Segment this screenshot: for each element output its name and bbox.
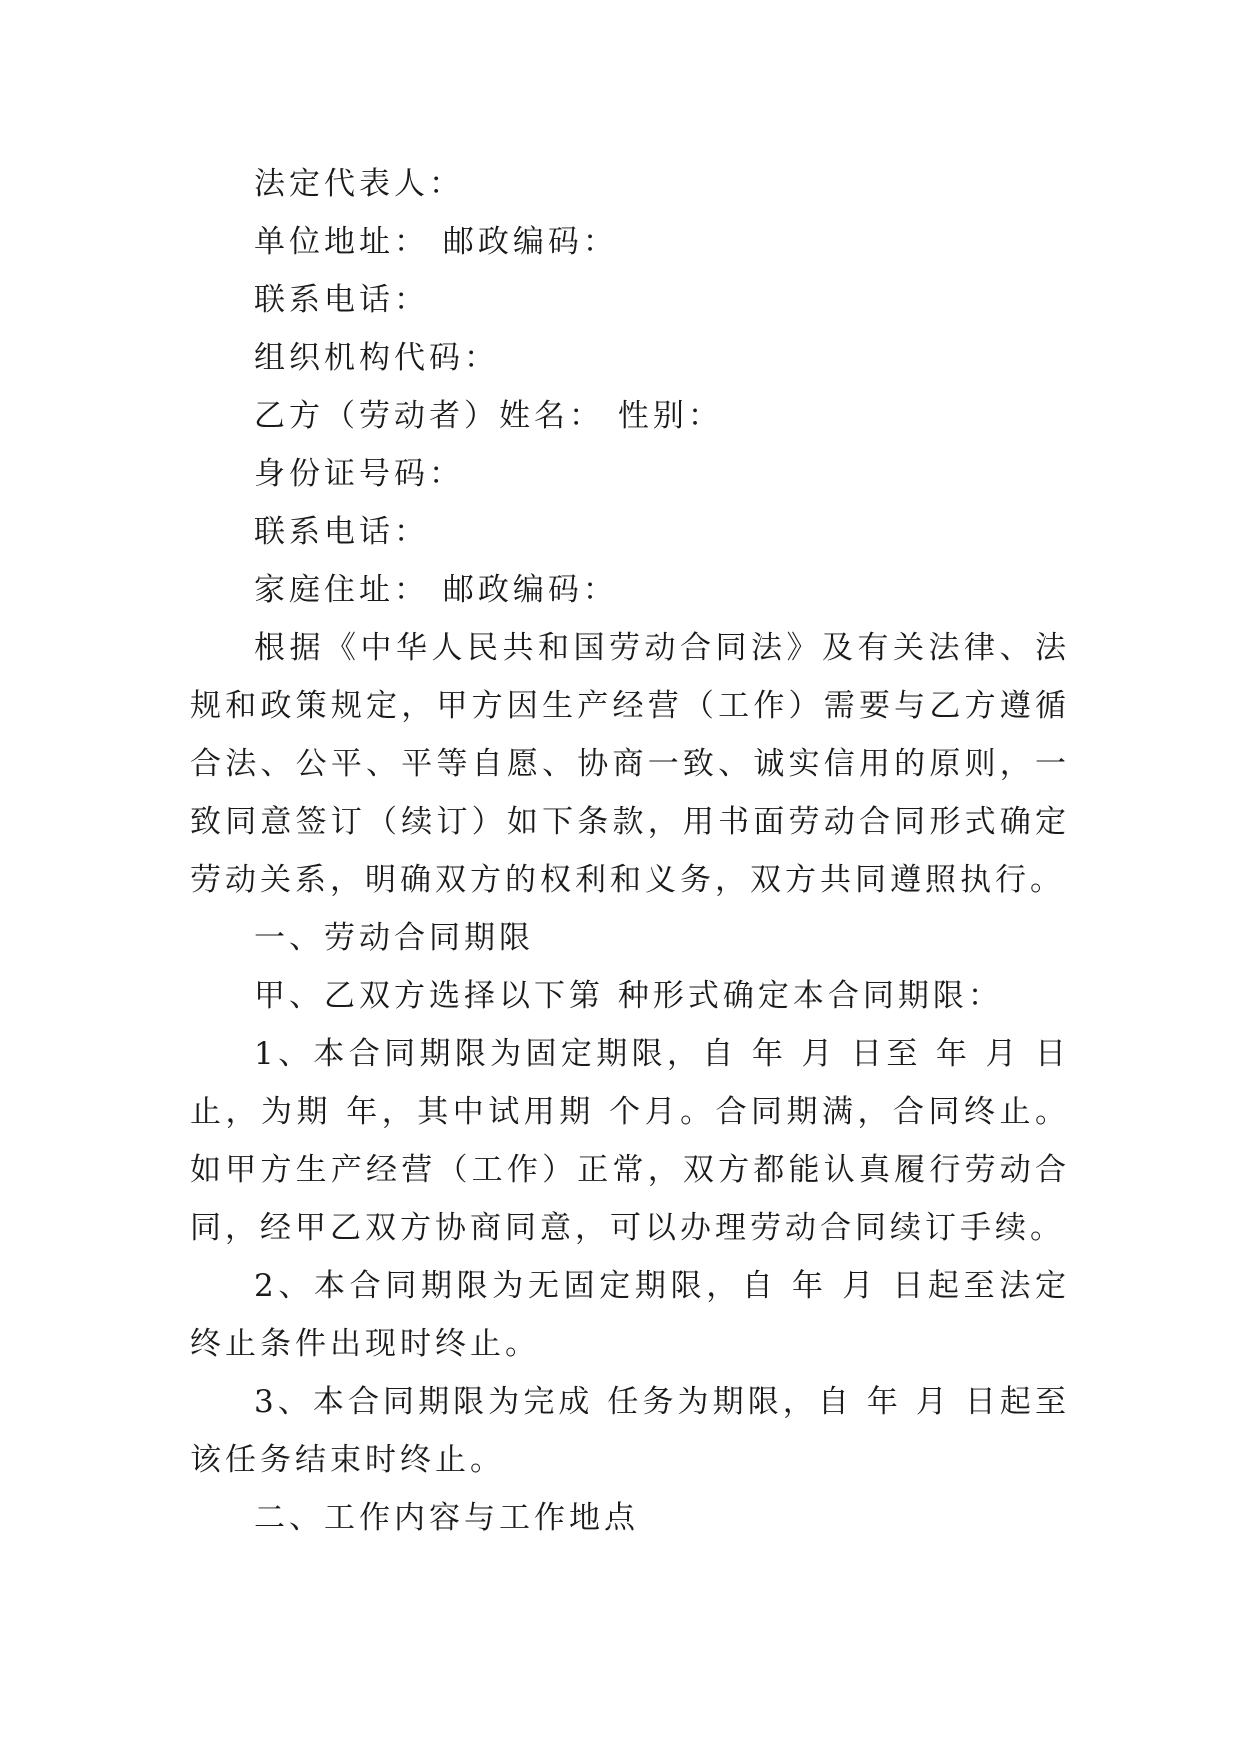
section-heading-term: 一、劳动合同期限: [254, 920, 534, 956]
id-number-line: 身份证号码：: [254, 456, 464, 492]
employee-name-line: 乙方（劳动者）姓名： 性别：: [254, 398, 723, 434]
employer-address-line: 单位地址： 邮政编码：: [254, 224, 618, 260]
fixed-term-paragraph: 1、本合同期限为固定期限，自 年 月 日至 年 月 日止，为期 年，其中试用期 个月。合同期满，合同终止。如甲方生产经营（工作）正常，双方都能认真履行劳动合同，经甲乙双方协商同意，可以办理劳动合同续订手续。: [190, 1036, 1070, 1246]
open-term-paragraph: 2、本合同期限为无固定期限，自 年 月 日起至法定终止条件出现时终止。: [190, 1268, 1070, 1362]
contract-body: [190, 155, 1070, 1547]
home-address-line: 家庭住址： 邮政编码：: [254, 572, 618, 608]
organization-code-line: 组织机构代码：: [254, 340, 499, 376]
preamble-paragraph: 根据《中华人民共和国劳动合同法》及有关法律、法规和政策规定，甲方因生产经营（工作）需要与乙方遵循合法、公平、平等自愿、协商一致、诚实信用的原则，一致同意签订（续订）如下条款，用书面劳动合同形式确定劳动关系，明确双方的权利和义务，双方共同遵照执行。: [190, 630, 1070, 898]
employee-phone-line: 联系电话：: [254, 514, 429, 550]
section-heading-work: 二、工作内容与工作地点: [254, 1500, 639, 1536]
employer-phone-line: 联系电话：: [254, 282, 429, 318]
legal-representative-line: 法定代表人：: [254, 166, 464, 202]
term-selection-paragraph: 甲、乙双方选择以下第 种形式确定本合同期限：: [254, 978, 1003, 1014]
task-term-paragraph: 3、本合同期限为完成 任务为期限，自 年 月 日起至该任务结束时终止。: [190, 1384, 1070, 1478]
